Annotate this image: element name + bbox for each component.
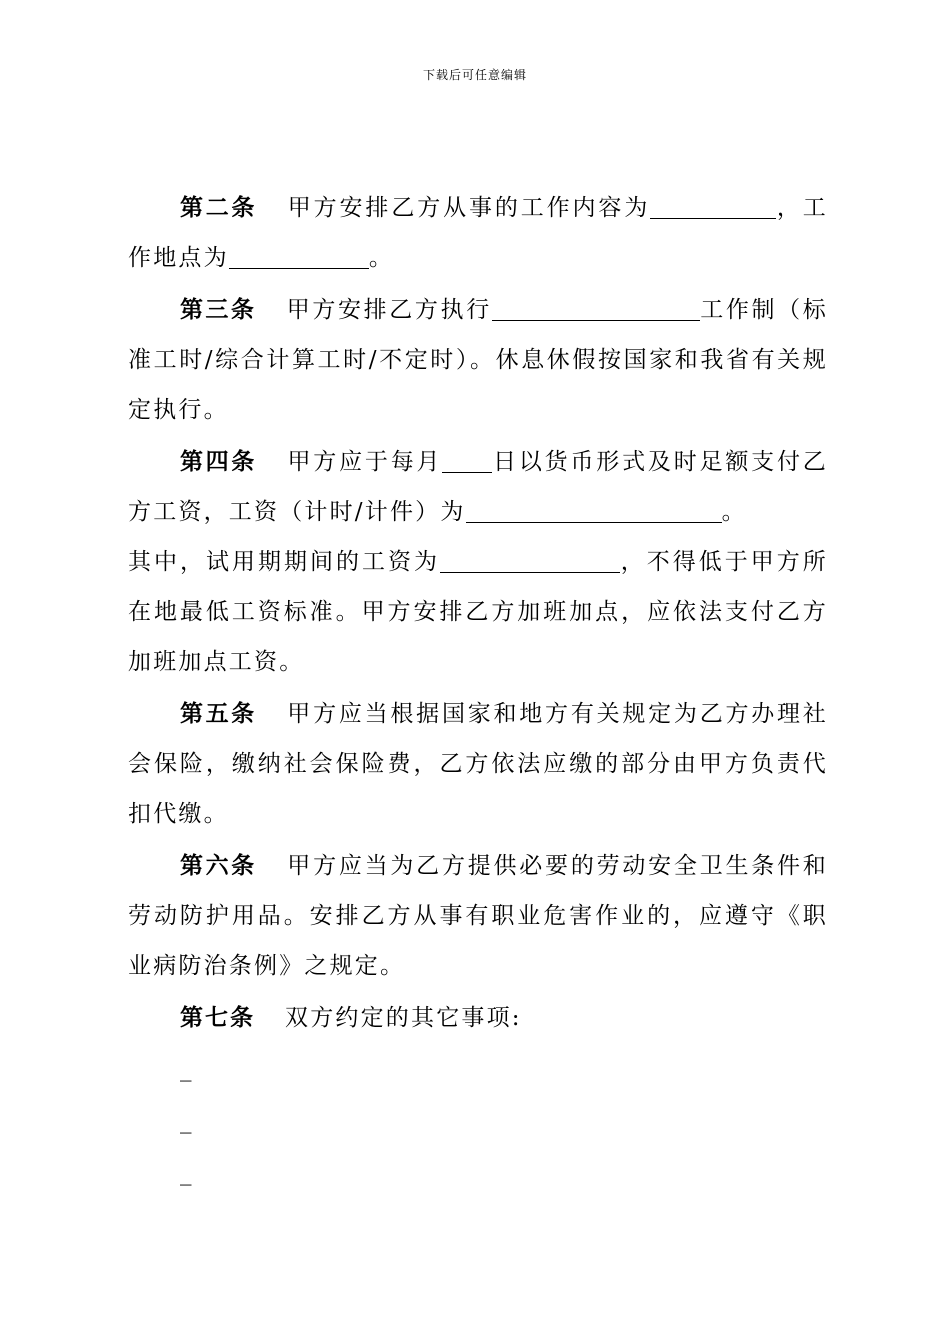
work-system-blank[interactable]: [492, 294, 700, 321]
other-matter-line-3[interactable]: _: [180, 1160, 192, 1186]
article-5-title: 第五条: [180, 700, 257, 727]
article-5-text: 甲方应当根据国家和地方有关规定为乙方办理社会保险，缴纳社会保险费，乙方依法应缴的部分由甲方负责代扣代缴。: [128, 701, 829, 827]
other-matter-line-1[interactable]: _: [180, 1056, 192, 1082]
article-6: [128, 841, 828, 991]
article-3: [128, 285, 828, 435]
article-4-text-5: ，不得低于甲方所在地最低工资标准。甲方安排乙方加班加点，应依法支付乙方加班加点工资。: [128, 549, 828, 675]
article-6-title: 第六条: [180, 852, 257, 879]
article-2-text-3: 。: [368, 245, 395, 271]
article-4: [128, 437, 828, 537]
work-location-blank[interactable]: [229, 242, 369, 269]
article-5: [128, 689, 828, 839]
contract-body: [128, 183, 828, 1199]
article-4-text-4: 其中，试用期期间的工资为: [128, 549, 440, 575]
article-7: [128, 993, 828, 1043]
article-4-text-2: 日以货币形式及时足额支付乙方工资，工资（计时/计件）为: [128, 449, 829, 525]
probation-wage-blank[interactable]: [440, 546, 620, 573]
article-7-title: 第七条: [180, 1004, 255, 1031]
article-3-text-1: 甲方安排乙方执行: [286, 297, 492, 323]
other-matter-line-2[interactable]: _: [180, 1108, 192, 1134]
pay-day-blank[interactable]: [442, 446, 492, 473]
article-2-text-2: ，工作地点为: [128, 195, 828, 271]
article-3-title: 第三条: [180, 296, 257, 323]
article-4-text-3: 。: [721, 499, 747, 525]
article-2-title: 第二条: [180, 194, 258, 221]
article-2: [128, 183, 828, 283]
work-content-blank[interactable]: [650, 192, 776, 219]
article-6-text: 甲方应当为乙方提供必要的劳动安全卫生条件和劳动防护用品。安排乙方从事有职业危害作业的，应遵守《职业病防治条例》之规定。: [128, 853, 829, 979]
header-note: 下载后可任意编辑: [422, 68, 527, 82]
article-3-text-2: 工作制（标准工时/综合计算工时/不定时）。休息休假按国家和我省有关规定执行。: [128, 297, 829, 423]
article-2-text-1: 甲方安排乙方从事的工作内容为: [287, 195, 651, 221]
article-4-title: 第四条: [180, 448, 257, 475]
article-7-text: 双方约定的其它事项:: [285, 1005, 522, 1031]
article-4-text-1: 甲方应于每月: [286, 449, 443, 475]
wage-blank[interactable]: [466, 496, 722, 523]
article-4-continued: [128, 537, 828, 687]
